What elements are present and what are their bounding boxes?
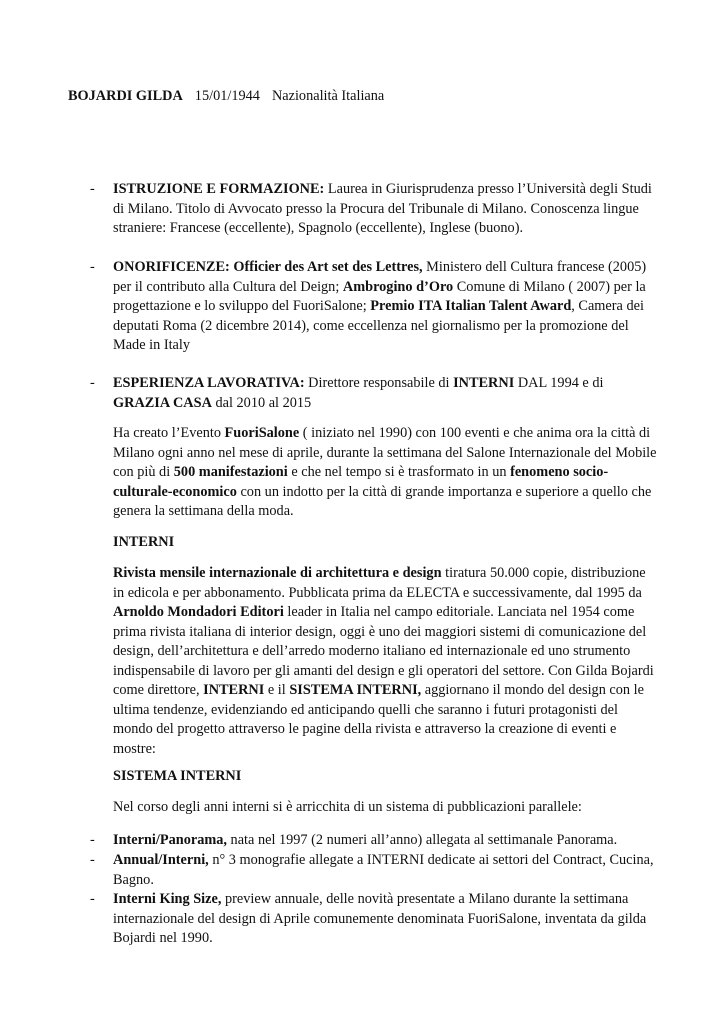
honor-ambrogino: Ambrogino d’Oro [342, 278, 454, 295]
honors-text: Ministero dell Cultura francese (2005) per il contributo alla Cultura del Deign; [113, 259, 647, 295]
honors-text: , Camera dei deputati Roma (2 dicembre 2014), come eccellenza nel giornalismo per la promozione del Made in Italy [113, 298, 644, 353]
list-item [113, 851, 658, 890]
fuorisalone-name: FuoriSalone [224, 425, 300, 441]
sistema-interni-name: SISTEMA INTERNI, [289, 682, 422, 698]
list-item-text: nata nel 1997 (2 numeri all’anno) allegata al settimanale Panorama. [226, 832, 618, 848]
education-section [113, 180, 658, 239]
bullet-dash: - [90, 852, 95, 868]
fuorisalone-paragraph [113, 424, 658, 522]
bullet-dash: - [90, 375, 95, 391]
work-text: dal 2010 al 2015 [211, 394, 312, 411]
personal-header [68, 87, 668, 107]
work-text: DAL 1994 e di [514, 375, 604, 391]
list-item [113, 890, 658, 949]
date-of-birth: 15/01/1944 [194, 88, 260, 104]
fuorisalone-text: Ha creato l’Evento [113, 425, 225, 441]
bullet-dash: - [90, 181, 95, 197]
list-item [113, 831, 658, 851]
education-label: ISTRUZIONE E FORMAZIONE: [113, 181, 325, 197]
fuorisalone-phenomenon: fenomeno socio-culturale-economico [113, 464, 609, 500]
honors-label: ONORIFICENZE: [113, 259, 230, 275]
sistema-intro: Nel corso degli anni interni si è arricchita di un sistema di pubblicazioni parallele: [113, 799, 582, 815]
education-text: Laurea in Giurisprudenza presso l’Università degli Studi di Milano. Titolo di Avvocato presso la Procura del Tribunale di Milano. Conoscenza lingue straniere: Francese (eccellente), Spagnolo (eccellente), Inglese (buono). [113, 181, 652, 236]
fuorisalone-text: con un indotto per la città di grande importanza e superiore a quello che genera la settimana della moda. [113, 483, 652, 519]
work-experience-label: ESPERIENZA LAVORATIVA: [113, 375, 305, 391]
person-name: BOJARDI GILDA [68, 88, 183, 104]
honors-section [113, 258, 658, 356]
honor-officier: Officier des Art set des Lettres, [229, 259, 423, 275]
interni-text: aggiornano il mondo del design con le ultima tendenze, evidenziando ed anticipando quelli che saranno i futuri protagonisti del mondo del progetto attraverso le pagine della rivista e attraverso la creazione di eventi e mostre: [113, 682, 644, 757]
interni-text: leader in Italia nel campo editoriale. Lanciata nel 1954 come prima rivista italiana di interior design, oggi è uno dei maggiori sistemi di comunicazione del design, dell’architettura e dell’arredo moderno italiano ed internazionale ed uno strumento indispensabile di lavoro per gli amanti del design e gli operatori del settore. Con Gilda Bojardi come direttore, [113, 604, 654, 698]
work-grazia-casa: GRAZIA CASA [113, 394, 212, 411]
sistema-interni-heading: SISTEMA INTERNI [113, 768, 242, 784]
honors-text: Comune di Milano ( 2007) per la progettazione e lo sviluppo del FuoriSalone; [113, 278, 646, 314]
interni-heading: INTERNI [113, 534, 175, 550]
fuorisalone-text: e che nel tempo si è trasformato in un [287, 464, 511, 480]
interni-name: INTERNI [203, 682, 265, 698]
interni-paragraph [113, 564, 658, 759]
interni-text: e il [264, 682, 290, 698]
list-item-title: Annual/Interni, [113, 852, 209, 868]
list-item-text: preview annuale, delle novità presentate a Milano durante la settimana internazionale del design di Aprile comunemente denominata FuoriSalone, inventata da gilda Bojardi nel 1990. [113, 891, 647, 946]
interni-text: tiratura 50.000 copie, distribuzione in edicola e per abbonamento. Pubblicata prima da ELECTA e successivamente, dal 1995 da [113, 565, 646, 601]
work-interni: INTERNI [453, 375, 515, 391]
bullet-dash: - [90, 832, 95, 848]
list-item-text: n° 3 monografie allegate a INTERNI dedicate ai settori del Contract, Cucina, Bagno. [113, 852, 654, 888]
fuorisalone-events: 500 manifestazioni [173, 464, 288, 480]
nationality: Nazionalità Italiana [271, 88, 385, 104]
list-item-title: Interni/Panorama, [113, 832, 227, 848]
fuorisalone-text: ( iniziato nel 1990) con 100 eventi e che anima ora la città di Milano ogni anno nel mese di aprile, durante la settimana del Salone Internazionale del Mobile con più di [113, 425, 657, 480]
honor-ita-award: Premio ITA Italian Talent Award [370, 298, 572, 314]
work-experience-section [113, 374, 658, 413]
bullet-dash: - [90, 891, 95, 907]
list-item-title: Interni King Size, [113, 891, 222, 907]
interni-magazine: Rivista mensile internazionale di architettura e design [113, 565, 442, 581]
bullet-dash: - [90, 259, 95, 275]
work-text: Direttore responsabile di [304, 375, 454, 391]
interni-publisher: Arnoldo Mondadori Editori [113, 604, 284, 620]
